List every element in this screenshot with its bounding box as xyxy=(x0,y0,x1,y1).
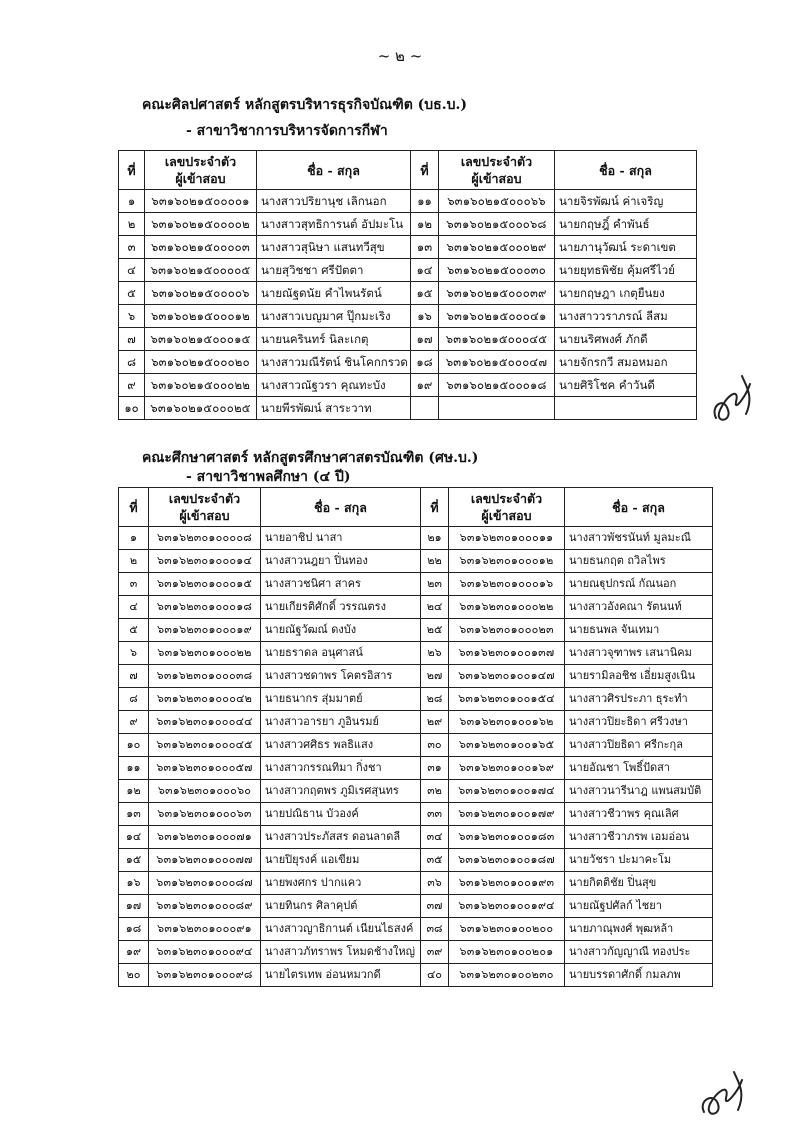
row-number-left: ๘ xyxy=(119,351,145,374)
student-name-right: นายบรรดาศักดิ์ กมลภพ xyxy=(565,964,713,987)
exam-id-left: ๖๓๑๖๒๓๐๑๐๐๐๘๗ xyxy=(149,872,261,895)
table-row xyxy=(119,305,697,328)
header-id-line1: เลขประจำตัว xyxy=(164,154,237,169)
exam-id-right: ๖๓๑๖๒๓๐๑๐๐๑๙๔ xyxy=(449,895,565,918)
student-name-right: นายนริศพงศ์ ภักดี xyxy=(555,328,697,351)
header-id xyxy=(449,488,565,527)
header-id-line1: เลขประจำตัว xyxy=(168,491,241,506)
table-row xyxy=(119,282,697,305)
section1-faculty-heading: คณะศิลปศาสตร์ หลักสูตรบริหารธุรกิจบัณฑิต (บธ.บ.) xyxy=(142,97,467,113)
row-number-right: ๑๗ xyxy=(411,328,439,351)
exam-id-right: ๖๓๑๖๒๓๐๑๐๐๑๓๗ xyxy=(449,642,565,665)
table-row xyxy=(119,895,713,918)
student-name-left: นางสาวศศิธร พลธิแสง xyxy=(261,734,421,757)
student-name-left: นางสาวกฤตพร ภูมิเรศสุนทร xyxy=(261,780,421,803)
table-row xyxy=(119,941,713,964)
student-name-right: นางสาวอังคณา รัตนนท์ xyxy=(565,596,713,619)
exam-id-left: ๖๓๑๖๐๒๑๕๐๐๐๑๒ xyxy=(145,305,257,328)
student-name-right: นายณัฐปศัลก์ ไชยา xyxy=(565,895,713,918)
row-number-left: ๖ xyxy=(119,305,145,328)
table-row xyxy=(119,573,713,596)
header-id-line2: ผู้เข้าสอบ xyxy=(481,508,532,523)
section2-major-heading: - สาขาวิชาพลศึกษา (๔ ปี) xyxy=(186,469,351,485)
table-header-row xyxy=(119,488,713,527)
table-row xyxy=(119,849,713,872)
exam-id-right: ๖๓๑๖๒๓๐๑๐๐๑๘๓ xyxy=(449,826,565,849)
exam-id-left: ๖๓๑๖๐๒๑๕๐๐๐๒๕ xyxy=(145,397,257,420)
row-number-right: ๒๖ xyxy=(421,642,449,665)
header-id-line2: ผู้เข้าสอบ xyxy=(471,171,522,186)
header-name: ชื่อ - สกุล xyxy=(565,488,713,527)
table-row xyxy=(119,328,697,351)
header-id-line2: ผู้เข้าสอบ xyxy=(175,171,226,186)
header-no: ที่ xyxy=(119,488,149,527)
student-name-left: นายทินกร ศิลาคุปต์ xyxy=(261,895,421,918)
header-name: ชื่อ - สกุล xyxy=(555,151,697,190)
header-name: ชื่อ - สกุล xyxy=(257,151,411,190)
student-name-left: นายปิยุรงค์ แอเขียม xyxy=(261,849,421,872)
student-name-right: นายอัณชา โพธิ์ปัดสา xyxy=(565,757,713,780)
student-name-left: นางสาวชนิศา สาคร xyxy=(261,573,421,596)
exam-id-right: ๖๓๑๖๐๒๑๕๐๐๐๔๗ xyxy=(439,351,555,374)
student-name-left: นายณัฐดนัย คำไพนรัตน์ xyxy=(257,282,411,305)
header-no: ที่ xyxy=(119,151,145,190)
exam-id-left: ๖๓๑๖๒๓๐๑๐๐๐๐๘ xyxy=(149,527,261,550)
row-number-left: ๔ xyxy=(119,596,149,619)
row-number-left: ๑๗ xyxy=(119,895,149,918)
table-row xyxy=(119,918,713,941)
table-row xyxy=(119,872,713,895)
exam-id-right: ๖๓๑๖๒๓๐๑๐๐๒๓๐ xyxy=(449,964,565,987)
student-name-right: นายณฐุปกรณ์ กัณนอก xyxy=(565,573,713,596)
student-name-right: นางสาวศิรประภา ธุระทำ xyxy=(565,688,713,711)
table-row xyxy=(119,619,713,642)
exam-id-right: ๖๓๑๖๒๓๐๑๐๐๒๐๑ xyxy=(449,941,565,964)
exam-id-right: ๖๓๑๖๒๓๐๑๐๐๐๒๓ xyxy=(449,619,565,642)
row-number-right: ๓๙ xyxy=(421,941,449,964)
signature-mark xyxy=(706,366,762,428)
row-number-left: ๗ xyxy=(119,665,149,688)
exam-id-right: ๖๓๑๖๒๓๐๑๐๐๑๗๔ xyxy=(449,780,565,803)
row-number-right: ๒๕ xyxy=(421,619,449,642)
header-no: ที่ xyxy=(421,488,449,527)
student-name-right: นายกฤษฎิ์ คำพันธ์ xyxy=(555,213,697,236)
table-row xyxy=(119,374,697,397)
table-row xyxy=(119,711,713,734)
header-no: ที่ xyxy=(411,151,439,190)
student-name-right: นายศิริโชค คำวันดี xyxy=(555,374,697,397)
exam-id-left: ๖๓๑๖๒๓๐๑๐๐๐๑๘ xyxy=(149,596,261,619)
student-name-left: นายธราดล อนุศาสน์ xyxy=(261,642,421,665)
exam-id-left: ๖๓๑๖๒๓๐๑๐๐๐๗๗ xyxy=(149,849,261,872)
row-number-right: ๑๔ xyxy=(411,259,439,282)
student-name-right: นางสาวปิยธิดา ศรีกะกุล xyxy=(565,734,713,757)
row-number-right: ๑๖ xyxy=(411,305,439,328)
table-row xyxy=(119,550,713,573)
student-name-left: นางสาวชดาพร โคตรอิสาร xyxy=(261,665,421,688)
exam-id-right: ๖๓๑๖๒๓๐๑๐๐๐๑๑ xyxy=(449,527,565,550)
row-number-right: ๑๒ xyxy=(411,213,439,236)
exam-id-right: ๖๓๑๖๒๓๐๑๐๐๐๑๒ xyxy=(449,550,565,573)
row-number-right: ๓๖ xyxy=(421,872,449,895)
exam-id-left: ๖๓๑๖๒๓๐๑๐๐๐๖๓ xyxy=(149,803,261,826)
exam-id-left: ๖๓๑๖๒๓๐๑๐๐๐๑๔ xyxy=(149,550,261,573)
student-name-right: นางสาวชีวาพร คุณเลิศ xyxy=(565,803,713,826)
table-row xyxy=(119,351,697,374)
exam-id-left: ๖๓๑๖๒๓๐๑๐๐๐๙๔ xyxy=(149,941,261,964)
student-name-left: นางสาวเบญมาศ ปุ๊กมะเริง xyxy=(257,305,411,328)
row-number-right: ๓๓ xyxy=(421,803,449,826)
exam-id-left: ๖๓๑๖๒๓๐๑๐๐๐๔๒ xyxy=(149,688,261,711)
row-number-left: ๙ xyxy=(119,711,149,734)
exam-id-left: ๖๓๑๖๒๓๐๑๐๐๐๙๑ xyxy=(149,918,261,941)
row-number-right: ๓๐ xyxy=(421,734,449,757)
exam-id-right: ๖๓๑๖๐๒๑๕๐๐๐๓๙ xyxy=(439,282,555,305)
row-number-right: ๒๗ xyxy=(421,665,449,688)
exam-id-right: ๖๓๑๖๒๓๐๑๐๐๑๖๒ xyxy=(449,711,565,734)
table-row xyxy=(119,803,713,826)
student-name-right: นางสาวพัชรนันท์ มูลมะณี xyxy=(565,527,713,550)
student-name-right: นายธนกฤต ถวิลไพร xyxy=(565,550,713,573)
student-name-right: นายจิรพัฒน์ ค่าเจริญ xyxy=(555,190,697,213)
row-number-right: ๒๙ xyxy=(421,711,449,734)
exam-id-left: ๖๓๑๖๒๓๐๑๐๐๐๔๔ xyxy=(149,711,261,734)
table-row xyxy=(119,826,713,849)
row-number-left: ๑ xyxy=(119,527,149,550)
page-number: ~ ๒ ~ xyxy=(377,47,423,65)
student-name-right xyxy=(555,397,697,420)
student-name-left: นายพีรพัฒน์ สาระวาท xyxy=(257,397,411,420)
section1-major-heading: - สาขาวิชาการบริหารจัดการกีฬา xyxy=(186,123,388,139)
student-name-right: นายภาณุพงศ์ พุฒหล้า xyxy=(565,918,713,941)
exam-id-left: ๖๓๑๖๐๒๑๕๐๐๐๐๒ xyxy=(145,213,257,236)
row-number-left: ๓ xyxy=(119,573,149,596)
table-row xyxy=(119,236,697,259)
student-name-left: นางสาวภัทราพร โหมดช้างใหญ่ xyxy=(261,941,421,964)
row-number-left: ๑๔ xyxy=(119,826,149,849)
row-number-right: ๒๑ xyxy=(421,527,449,550)
exam-id-left: ๖๓๑๖๒๓๐๑๐๐๐๓๘ xyxy=(149,665,261,688)
exam-id-left: ๖๓๑๖๐๒๑๕๐๐๐๐๓ xyxy=(145,236,257,259)
student-name-left: นางสาวญาธิกานต์ เนียนไธสงค์ xyxy=(261,918,421,941)
student-name-left: นายสุวิชชา ศรีปัตตา xyxy=(257,259,411,282)
row-number-left: ๗ xyxy=(119,328,145,351)
row-number-left: ๑๖ xyxy=(119,872,149,895)
row-number-right: ๑๑ xyxy=(411,190,439,213)
row-number-left: ๑๘ xyxy=(119,918,149,941)
row-number-left: ๖ xyxy=(119,642,149,665)
table-row xyxy=(119,734,713,757)
row-number-left: ๑๕ xyxy=(119,849,149,872)
student-name-left: นางสาวปริยานุช เลิกนอก xyxy=(257,190,411,213)
exam-id-left: ๖๓๑๖๒๓๐๑๐๐๐๑๙ xyxy=(149,619,261,642)
exam-id-right: ๖๓๑๖๒๓๐๑๐๐๐๑๖ xyxy=(449,573,565,596)
student-name-left: นายเกียรติศักดิ์ วรรณตรง xyxy=(261,596,421,619)
row-number-left: ๑๒ xyxy=(119,780,149,803)
student-name-left: นายอาชิป นาสา xyxy=(261,527,421,550)
exam-id-right: ๖๓๑๖๐๒๑๕๐๐๐๔๑ xyxy=(439,305,555,328)
exam-id-right: ๖๓๑๖๒๓๐๑๐๐๑๙๓ xyxy=(449,872,565,895)
row-number-right: ๓๗ xyxy=(421,895,449,918)
row-number-left: ๒๐ xyxy=(119,964,149,987)
exam-id-left: ๖๓๑๖๒๓๐๑๐๐๐๖๐ xyxy=(149,780,261,803)
exam-id-left: ๖๓๑๖๒๓๐๑๐๐๐๔๕ xyxy=(149,734,261,757)
student-name-left: นายไตรเทพ อ่อนหมวกดี xyxy=(261,964,421,987)
student-name-left: นายณัฐวัฒณ์ ดงบัง xyxy=(261,619,421,642)
student-name-right: นางสาวปิยะธิดา ศรีวงษา xyxy=(565,711,713,734)
exam-id-right: ๖๓๑๖๒๓๐๑๐๐๑๕๔ xyxy=(449,688,565,711)
student-name-left: นางสาวอารยา ภูอินรมย์ xyxy=(261,711,421,734)
student-name-left: นางสาวมณีรัตน์ ชินโคกกรวด xyxy=(257,351,411,374)
table-row xyxy=(119,190,697,213)
exam-id-right: ๖๓๑๖๒๓๐๑๐๐๐๒๒ xyxy=(449,596,565,619)
signature-mark xyxy=(696,1064,754,1122)
student-name-left: นางสาวประภัสสร ดอนลาดลี xyxy=(261,826,421,849)
exam-id-right: ๖๓๑๖๒๓๐๑๐๐๑๖๙ xyxy=(449,757,565,780)
student-name-right: นายวัชรา ปะมาคะโม xyxy=(565,849,713,872)
table-row xyxy=(119,665,713,688)
row-number-left: ๔ xyxy=(119,259,145,282)
row-number-left: ๑๑ xyxy=(119,757,149,780)
exam-id-right: ๖๓๑๖๐๒๑๕๐๐๐๒๙ xyxy=(439,236,555,259)
exam-id-left: ๖๓๑๖๒๓๐๑๐๐๐๙๘ xyxy=(149,964,261,987)
exam-id-right: ๖๓๑๖๐๒๑๕๐๐๐๑๘ xyxy=(439,374,555,397)
student-name-right: นายรามิลอชิช เอี่ยมสูงเนิน xyxy=(565,665,713,688)
row-number-right: ๑๓ xyxy=(411,236,439,259)
section2-faculty-heading: คณะศึกษาศาสตร์ หลักสูตรศึกษาศาสตรบัณฑิต (ศษ.บ.) xyxy=(142,450,479,466)
table-row xyxy=(119,642,713,665)
student-name-right: นายธนพล จันเทมา xyxy=(565,619,713,642)
header-id xyxy=(145,151,257,190)
row-number-right: ๑๘ xyxy=(411,351,439,374)
row-number-right: ๑๙ xyxy=(411,374,439,397)
student-name-left: นายนครินทร์ นิละเกตุ xyxy=(257,328,411,351)
row-number-left: ๓ xyxy=(119,236,145,259)
exam-id-right: ๖๓๑๖๒๓๐๑๐๐๒๐๐ xyxy=(449,918,565,941)
section2-table xyxy=(118,487,713,987)
exam-id-right: ๖๓๑๖๒๓๐๑๐๐๑๖๕ xyxy=(449,734,565,757)
student-name-left: นายธนากร สุ่มมาตย์ xyxy=(261,688,421,711)
row-number-right: ๓๒ xyxy=(421,780,449,803)
exam-id-right: ๖๓๑๖๐๒๑๕๐๐๐๖๖ xyxy=(439,190,555,213)
table-header-row xyxy=(119,151,697,190)
exam-id-left: ๖๓๑๖๐๒๑๕๐๐๐๒๐ xyxy=(145,351,257,374)
exam-id-left: ๖๓๑๖๐๒๑๕๐๐๐๐๖ xyxy=(145,282,257,305)
student-name-right: นางสาวนารีนาฎ แพนสมบัติ xyxy=(565,780,713,803)
student-name-left: นายปณิธาน บัวองค์ xyxy=(261,803,421,826)
student-name-right: นายกิตติชัย ปิ่นสุข xyxy=(565,872,713,895)
exam-id-left: ๖๓๑๖๒๓๐๑๐๐๐๒๒ xyxy=(149,642,261,665)
row-number-left: ๒ xyxy=(119,550,149,573)
exam-id-right: ๖๓๑๖๐๒๑๕๐๐๐๔๕ xyxy=(439,328,555,351)
exam-id-right xyxy=(439,397,555,420)
table-row xyxy=(119,780,713,803)
student-name-left: นายพงศกร ปากแคว xyxy=(261,872,421,895)
student-name-left: นางสาวนฎยา ปิ่นทอง xyxy=(261,550,421,573)
exam-id-left: ๖๓๑๖๐๒๑๕๐๐๐๐๕ xyxy=(145,259,257,282)
student-name-left: นางสาวณัฐวรา คุณทะบัง xyxy=(257,374,411,397)
row-number-right: ๓๕ xyxy=(421,849,449,872)
row-number-right: ๓๑ xyxy=(421,757,449,780)
exam-id-right: ๖๓๑๖๒๓๐๑๐๐๑๗๙ xyxy=(449,803,565,826)
row-number-left: ๕ xyxy=(119,619,149,642)
exam-id-right: ๖๓๑๖๐๒๑๕๐๐๐๓๐ xyxy=(439,259,555,282)
exam-id-left: ๖๓๑๖๐๒๑๕๐๐๐๑๕ xyxy=(145,328,257,351)
table-row xyxy=(119,757,713,780)
section1-table xyxy=(118,150,697,420)
student-name-right: นายยุทธพิชัย คุ้มศรีไวย์ xyxy=(555,259,697,282)
exam-id-left: ๖๓๑๖๐๒๑๕๐๐๐๒๒ xyxy=(145,374,257,397)
row-number-right: ๑๕ xyxy=(411,282,439,305)
student-name-right: นางสาวกัญญาณี ทองประ xyxy=(565,941,713,964)
row-number-left: ๑๙ xyxy=(119,941,149,964)
row-number-left: ๑ xyxy=(119,190,145,213)
exam-id-left: ๖๓๑๖๒๓๐๑๐๐๐๘๙ xyxy=(149,895,261,918)
student-name-right: นายกฤษฎา เกตุยืนยง xyxy=(555,282,697,305)
row-number-left: ๑๐ xyxy=(119,734,149,757)
header-id-line2: ผู้เข้าสอบ xyxy=(179,508,230,523)
table-row xyxy=(119,397,697,420)
exam-id-left: ๖๓๑๖๐๒๑๕๐๐๐๐๑ xyxy=(145,190,257,213)
row-number-left: ๑๐ xyxy=(119,397,145,420)
exam-id-right: ๖๓๑๖๒๓๐๑๐๐๑๘๗ xyxy=(449,849,565,872)
header-id-line1: เลขประจำตัว xyxy=(460,154,533,169)
row-number-right: ๒๒ xyxy=(421,550,449,573)
row-number-right: ๔๐ xyxy=(421,964,449,987)
row-number-left: ๕ xyxy=(119,282,145,305)
exam-id-left: ๖๓๑๖๒๓๐๑๐๐๐๕๗ xyxy=(149,757,261,780)
row-number-left: ๘ xyxy=(119,688,149,711)
table-row xyxy=(119,688,713,711)
exam-id-left: ๖๓๑๖๒๓๐๑๐๐๐๗๑ xyxy=(149,826,261,849)
table-row xyxy=(119,213,697,236)
header-id-line1: เลขประจำตัว xyxy=(470,491,543,506)
row-number-right: ๒๘ xyxy=(421,688,449,711)
header-id xyxy=(439,151,555,190)
student-name-left: นางสาวสุนิษา แสนทวีสุข xyxy=(257,236,411,259)
row-number-right: ๒๓ xyxy=(421,573,449,596)
row-number-right: ๓๘ xyxy=(421,918,449,941)
exam-id-right: ๖๓๑๖๒๓๐๑๐๐๑๔๗ xyxy=(449,665,565,688)
student-name-left: นางสาวกรรณทิมา กิ่งชา xyxy=(261,757,421,780)
student-name-right: นายภานุวัฒน์ ระดาเขต xyxy=(555,236,697,259)
student-name-left: นางสาวสุทธิการนต์ อัปมะโน xyxy=(257,213,411,236)
exam-id-left: ๖๓๑๖๒๓๐๑๐๐๐๑๕ xyxy=(149,573,261,596)
table-row xyxy=(119,259,697,282)
table-row xyxy=(119,596,713,619)
row-number-right: ๓๔ xyxy=(421,826,449,849)
student-name-right: นางสาวจุฑาพร เสนานิคม xyxy=(565,642,713,665)
header-name: ชื่อ - สกุล xyxy=(261,488,421,527)
row-number-left: ๙ xyxy=(119,374,145,397)
student-name-right: นายจักรกวี สมอหมอก xyxy=(555,351,697,374)
table-row xyxy=(119,964,713,987)
exam-id-right: ๖๓๑๖๐๒๑๕๐๐๐๖๘ xyxy=(439,213,555,236)
row-number-left: ๒ xyxy=(119,213,145,236)
table-row xyxy=(119,527,713,550)
row-number-right xyxy=(411,397,439,420)
row-number-right: ๒๔ xyxy=(421,596,449,619)
student-name-right: นางสาวชีวาภรพ เอมอ่อน xyxy=(565,826,713,849)
student-name-right: นางสาววราภรณ์ ลีสม xyxy=(555,305,697,328)
header-id xyxy=(149,488,261,527)
row-number-left: ๑๓ xyxy=(119,803,149,826)
